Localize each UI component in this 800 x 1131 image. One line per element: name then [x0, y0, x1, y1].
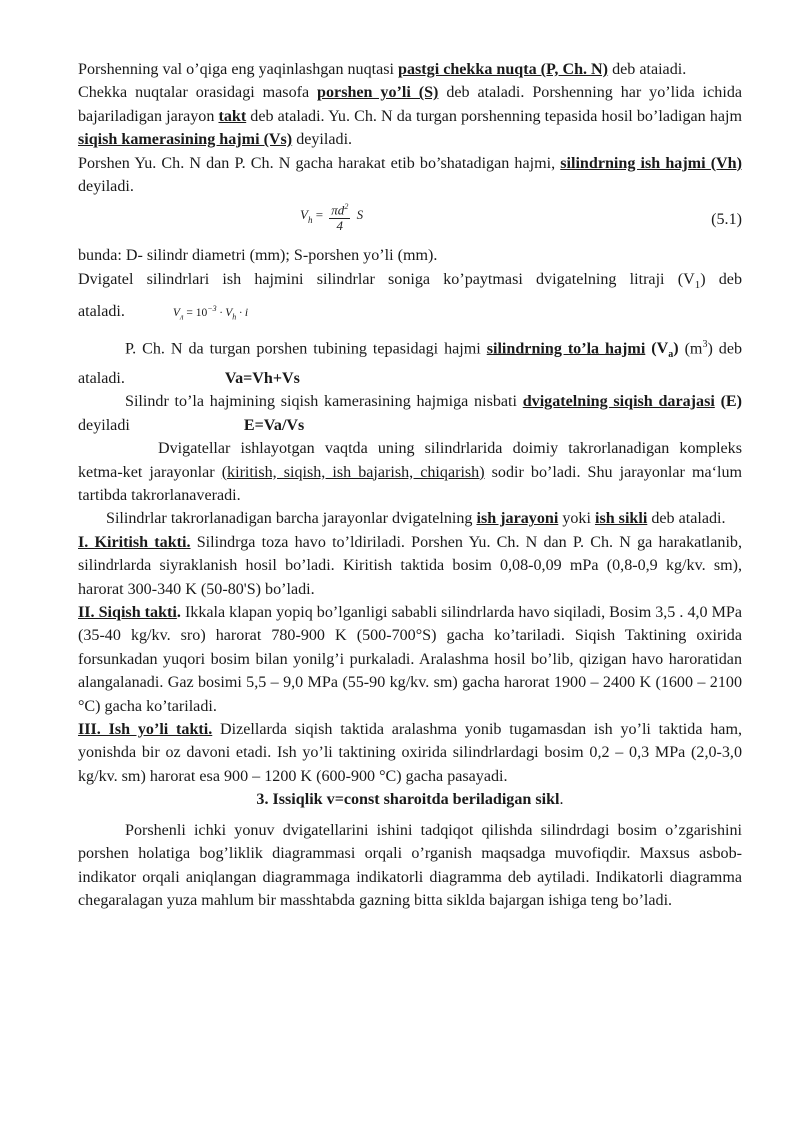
paragraph-stroke-definition [78, 81, 742, 151]
section-text: Dizellarda siqish taktida aralashma yonib tugamasdan ish yo’li taktida ham, yonishda bir oz davoni etadi. Ish yo’li taktining oxirida silindrlardagi bosim 0,2 – 0,3 MPa (2,0-3,0 kg/kv. sm) harorat esa 900 – 1200 K (600-900 °C) gacha pasayadi. [78, 721, 742, 785]
term-takt: takt [218, 107, 247, 125]
term-total-volume: silindrning to’la hajmi [486, 340, 646, 358]
section-power-stroke [78, 718, 742, 788]
document-page [78, 58, 742, 912]
term-bdc: pastgi chekka nuqta (P, Ch. N) [398, 61, 609, 78]
formula-litrage: $V_л = 10^{-3} \cdot V_h \cdot i$ [172, 304, 249, 322]
paragraph-displacement-definition [78, 152, 742, 199]
section-text: Silindrga toza havo to’ldiriladi. Porshen Yu. Ch. N dan P. Ch. N ga harakatlanib, silindrlarda siyraklanish hosil bo’ladi. Kiritish taktida bosim 0,08-0,09 mPa (0,8-0,9 kg/kv. sm), harorat 300-340 K (50-80'S) bo’ladi. [78, 533, 742, 598]
paragraph-litrage: Dvigatel silindrlari ish hajmini silindrlar soniga ko’paytmasi dvigatelning litraji $(V_1)$ deb ataladi. $V_л = 10^{-3} \cdot V_h \cdot i$ [78, 270, 742, 322]
paragraph-cycle-processes [78, 437, 742, 507]
text: ) deb ataladi. [78, 270, 742, 321]
text: Porshen Yu. Ch. N dan P. Ch. N gacha harakat etib bo’shatadigan hajmi, [78, 154, 561, 172]
text: Silindr to’la hajmining siqish kamerasining hajmiga nisbati [125, 393, 523, 411]
term-work-cycle: ish sikli [594, 510, 648, 528]
formula-total-volume: Va=Vh+Vs [224, 369, 300, 387]
formula-5-1 [78, 198, 742, 244]
text: Porshenning val o’qiga eng yaqinlashgan nuqtasi [78, 61, 399, 78]
term-work-process: ish jarayoni [476, 510, 559, 528]
section-heading: I. Kiritish takti. [78, 533, 191, 551]
text: P. Ch. N da turgan porshen tubining tepasidagi hajmi [125, 340, 487, 358]
text: deb ataladi. Yu. Ch. N da turgan porshenning tepasida hosil bo’ladigan hajm [246, 107, 743, 125]
paragraph-legend: bunda: D- silindr diametri (mm); S-porshen yo’li (mm). [78, 247, 438, 265]
text: deb ataiadi. [608, 61, 687, 78]
text: deb ataladi. Porshenning har yo’lida ichida bajariladigan jarayon [78, 84, 743, 125]
text: Dvigatellar ishlayotgan vaqtda uning silindrlarida doimiy takrorlanadigan kompleks ketma-ket jarayonlar [78, 440, 742, 481]
term-compression-volume: siqish kamerasining hajmi (Vs) [78, 131, 293, 149]
section-intake-stroke [78, 531, 742, 601]
paragraph-work-cycle: Silindrlar takrorlanadigan barcha jarayonlar dvigatelning ish jarayoni yoki ish sikli deb ataladi. [106, 510, 726, 528]
text: Chekka nuqtalar orasidagi masofa [78, 84, 318, 102]
paragraph-compression-ratio: Silindr to’la hajmining siqish kamerasining hajmiga nisbati dvigatelning siqish darajasi (E) deyiladi E=Va/Vs [78, 393, 743, 434]
section-compression-stroke: II. Siqish takti. Ikkala klapan yopiq bo’lganligi sababli silindrlarda havo siqiladi, Bosim 3,5 . 4,0 MPa (35-40 kg/kv. sro) harorat 780-900 K (500-700°S) gacha ko’tariladi. Siqish Taktining oxirida forsunkadan yuqori bosim bilan yonilg’i purkaladi. Aralashma hosil bo’lib, qizigan havo haroratidan alangalanadi. Gaz bosimi 5,5 – 9,0 MPa (55-90 kg/kv. sm) gacha harorat 1900 – 2400 K (1600 – 2100 °C) gacha ko’tariladi. [78, 604, 743, 715]
formula-displacement: $V_h$ = $\frac{\pi d^2}{4}$ S [300, 202, 364, 233]
section-heading-3: 3. Issiqlik v=const sharoitda beriladigan sikl. [256, 791, 564, 809]
text: Dvigatel silindrlari ish hajmini silindrlar soniga ko’paytmasi dvigatelning litraji (V [78, 270, 695, 288]
process-list: (kiritish, siqish, ish bajarish, chiqarish) [221, 463, 485, 481]
text: deyiladi. [292, 131, 353, 149]
paragraph-bdc-definition [78, 58, 742, 81]
section-text: Ikkala klapan yopiq bo’lganligi sababli silindrlarda havo siqiladi, Bosim 3,5 . 4,0 MPa (35-40 kg/kv. sro) harorat 780-900 K (500-700°S) gacha ko’tariladi. Siqish Taktining oxirida forsunkadan yuqori bosim bilan yonilg’i purkaladi. Aralashma hosil bo’lib, qizigan havo haroratidan alangalanadi. Gaz bosimi 5,5 – 9,0 MPa (55-90 kg/kv. sm) gacha harorat 1900 – 2400 K (1600 – 2100 °C) gacha ko’tariladi. [78, 604, 743, 715]
formula-compression-ratio: E=Va/Vs [243, 416, 305, 434]
text: deyiladi. [78, 178, 134, 196]
term-displacement: silindrning ish hajmi (Vh) [560, 154, 742, 172]
equation-number: (5.1) [711, 211, 742, 229]
text: sodir bo’ladi. Shu jarayonlar maʻlum tartibda takrorlanaveradi. [78, 463, 743, 505]
paragraph-indicator-diagram: Porshenli ichki yonuv dvigatellarini ishini tadqiqot qilishda silindrdagi bosim o’zgarishini porshen holatiga bog’liklik diagrammasi orqali o’rganish maqsadga muvofiqdir. Maxsus asbob-indikator orqali aniqlangan diagrammaga indikatorli diagramma deb aytiladi. Indikatorli diagramma chegaralagan yuza mahlum bir masshtabda gazning bitta siklda bajargan ishiga teng bo’ladi. [78, 821, 742, 909]
section-heading: III. Ish yo’li takti. [78, 721, 213, 739]
paragraph-total-volume: P. Ch. N da turgan porshen tubining tepasidagi hajmi silindrning to’la hajmi $(V_a)$ $(m^3)$ deb ataladi. Va=Vh+Vs [78, 339, 743, 387]
text: Silindrlar takrorlanadigan barcha jarayonlar dvigatelning [106, 510, 477, 528]
section-heading: II. Siqish takti [78, 604, 177, 622]
term-stroke: porshen yo’li (S) [317, 84, 439, 102]
term-compression-ratio: dvigatelning siqish darajasi [522, 393, 715, 411]
